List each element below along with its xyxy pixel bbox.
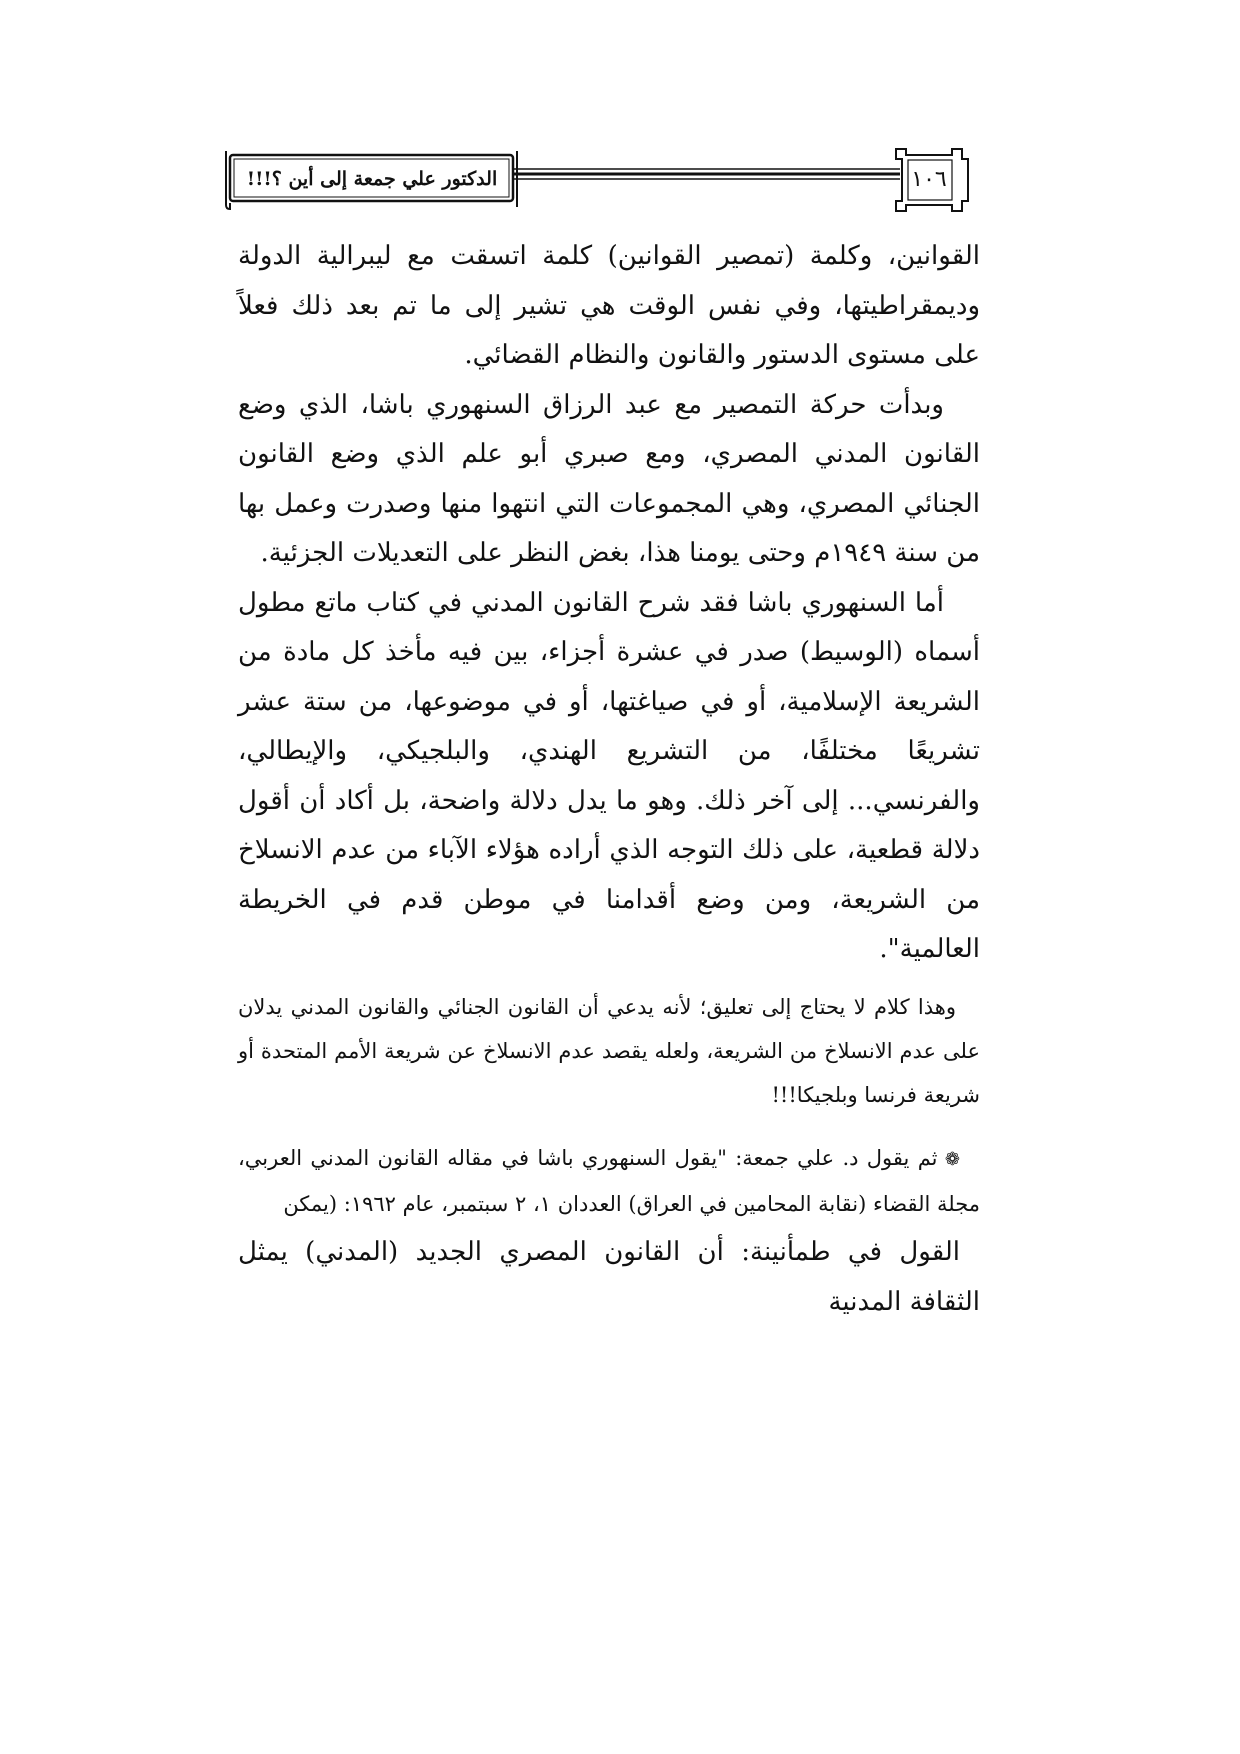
quotation-line: القول في طمأنينة: أن القانون المصري الجديد (المدني) يمثل الثقافة المدنية [238,1236,980,1317]
paragraph-3: أما السنهوري باشا فقد شرح القانون المدني في كتاب ماتع مطول أسماه (الوسيط) صدر في عشرة أجزاء، بين فيه مأخذ كل مادة من الشريعة الإسلامية، أو في صياغتها، أو في موضوعها، من ستة عشر تشريعًا مختلفًا، من التشريع الهندي، والبلجيكي، والإيطالي، والفرنسي... إلى آخر ذلك. وهو ما يدل دلالة واضحة، بل أكاد أن أقول دلالة قطعية، على ذلك التوجه الذي أراده هؤلاء الآباء من عدم الانسلاخ من الشريعة، ومن وضع أقدامنا في موطن قدم في الخريطة العالمية". [238,587,980,964]
page-body [238,232,980,1327]
commentary-paragraph: وهذا كلام لا يحتاج إلى تعليق؛ لأنه يدعي أن القانون الجنائي والقانون المدني يدلان على عدم الانسلاخ من الشريعة، ولعله يقصد عدم الانسلاخ عن شريعة الأمم المتحدة أو شريعة فرنسا وبلجيكا!!! [238,994,980,1107]
page-number: ١٠٦ [911,167,947,192]
quotation-paragraph [238,1135,980,1327]
paragraph-1: القوانين، وكلمة (تمصير القوانين) كلمة اتسقت مع ليبرالية الدولة وديمقراطيتها، وفي نفس الوقت هي تشير إلى ما تم بعد ذلك فعلاً على مستوى الدستور والقانون والنظام القضائي. [238,241,980,370]
quotation-intro: ثم يقول د. علي جمعة: "يقول السنهوري باشا في مقاله القانون المدني العربي، مجلة القضاء (نقابة المحامين في العراق) العددان ١، ٢ سبتمبر، عام ١٩٦٢: (يمكن [238,1145,980,1216]
ornament-icon: ❁ [937,1148,960,1170]
page-header [220,145,980,217]
paragraph-2: وبدأت حركة التمصير مع عبد الرزاق السنهوري باشا، الذي وضع القانون المدني المصري، ومع صبري أبو علم الذي وضع القانون الجنائي المصري، وهي المجموعات التي انتهوا منها وصدرت وعمل بها من سنة ١٩٤٩م وحتى يومنا هذا، بغض النظر على التعديلات الجزئية. [238,389,980,568]
running-title: الدكتور علي جمعة إلى أين ؟!!! [246,168,498,190]
